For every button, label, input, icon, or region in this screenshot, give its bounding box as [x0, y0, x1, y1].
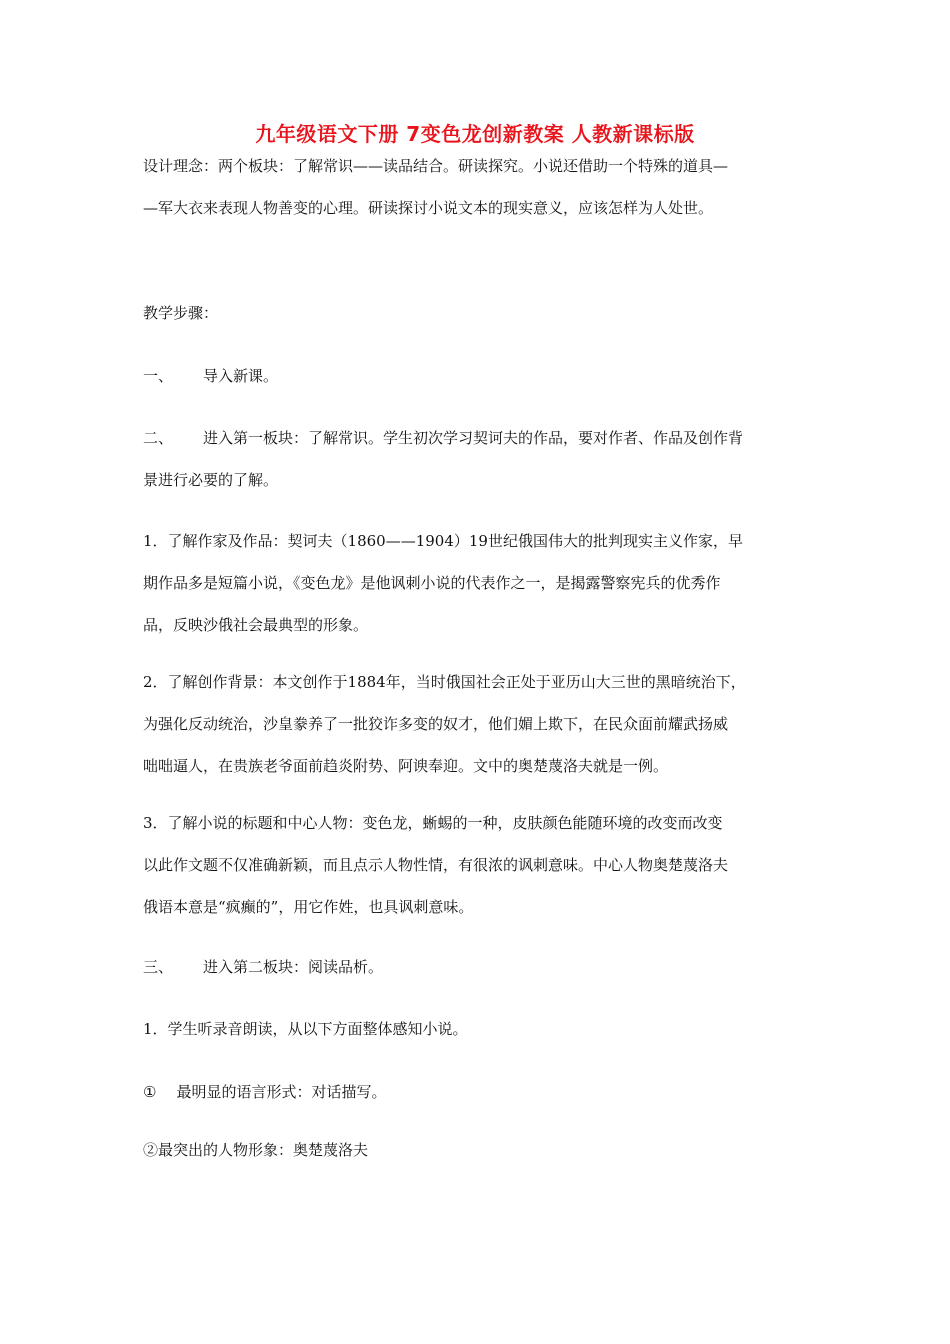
steps-heading-text: 教学步骤：	[143, 304, 219, 322]
section-1-number: 一、	[143, 367, 174, 385]
item-2-3-line-1: 3．了解小说的标题和中心人物：变色龙，蜥蜴的一种，皮肤颜色能随环境的改变而改变	[143, 814, 723, 832]
item-2-2-line-2: 为强化反动统治，沙皇豢养了一批狡诈多变的奴才，他们媚上欺下，在民众面前耀武扬威	[143, 715, 729, 733]
item-2-3-line-2: 以此作文题不仅准确新颖，而且点示人物性情，有很浓的讽刺意味。中心人物奥楚蔑洛夫	[143, 856, 729, 874]
point-1-text: 最明显的语言形式：对话描写。	[176, 1083, 387, 1101]
item-2-2-line-3: 咄咄逼人，在贵族老爷面前趋炎附势、阿谀奉迎。文中的奥楚蔑洛夫就是一例。	[143, 757, 669, 775]
item-2-3	[143, 802, 813, 928]
point-2-text: ②最突出的人物形象：奥楚蔑洛夫	[143, 1141, 369, 1159]
item-3-1-text: 1．学生听录音朗读，从以下方面整体感知小说。	[143, 1020, 468, 1038]
section-2-number: 二、	[143, 429, 174, 447]
item-2-1-line-1: 1．了解作家及作品：契诃夫（1860——1904）19世纪俄国伟大的批判现实主义作家，早	[143, 532, 743, 550]
section-3-number: 三、	[143, 958, 174, 976]
item-2-3-line-3: 俄语本意是“疯癫的”，用它作姓，也具讽刺意味。	[143, 898, 474, 916]
item-2-1-line-2: 期作品多是短篇小说，《变色龙》是他讽刺小说的代表作之一，是揭露警察宪兵的优秀作	[143, 574, 721, 592]
section-1	[143, 355, 813, 397]
item-2-2	[143, 661, 813, 787]
item-2-1-line-3: 品，反映沙俄社会最典型的形象。	[143, 616, 369, 634]
item-3-1	[143, 1008, 813, 1050]
point-1	[143, 1071, 813, 1113]
design-concept-line-1: 设计理念：两个板块：了解常识——读品结合。研读探究。小说还借助一个特殊的道具—	[143, 157, 729, 175]
item-2-2-line-1: 2．了解创作背景：本文创作于1884年，当时俄国社会正处于亚历山大三世的黑暗统治下，	[143, 673, 746, 691]
design-concept-line-2: —军大衣来表现人物善变的心理。研读探讨小说文本的现实意义，应该怎样为人处世。	[143, 199, 714, 217]
section-2	[143, 417, 813, 501]
design-concept	[143, 145, 813, 229]
section-3	[143, 946, 813, 988]
section-2-text: 进入第一板块：了解常识。学生初次学习契诃夫的作品，要对作者、作品及创作背	[203, 429, 744, 447]
section-2-continuation: 景进行必要的了解。	[143, 471, 279, 489]
point-2	[143, 1129, 813, 1171]
steps-heading	[143, 292, 813, 334]
point-1-marker: ①	[143, 1083, 157, 1101]
document-title: 九年级语文下册 7变色龙创新教案 人教新课标版	[255, 122, 695, 146]
section-3-text: 进入第二板块：阅读品析。	[203, 958, 384, 976]
item-2-1	[143, 520, 813, 646]
section-1-text: 导入新课。	[203, 367, 279, 385]
